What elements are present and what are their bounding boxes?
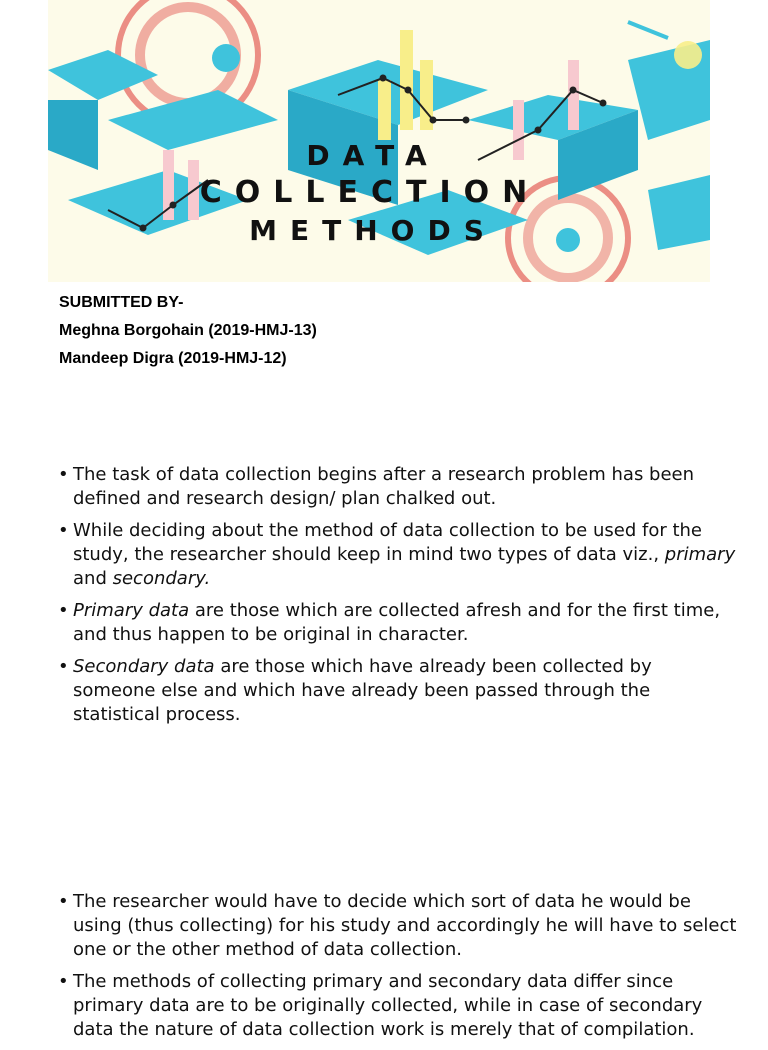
bar-pink-3 xyxy=(513,100,524,160)
bullet-dot: • xyxy=(58,520,69,541)
bullet-list-2 xyxy=(58,890,738,1050)
dot-top-left xyxy=(212,44,240,72)
term-secondary: secondary. xyxy=(112,568,211,589)
bullet-text: are those which are collected afresh and for the first time, and thus happen to be original in character. xyxy=(73,600,721,645)
term-primary: primary xyxy=(664,544,736,565)
bullet-text-and: and xyxy=(73,568,113,589)
bullet-item xyxy=(58,970,738,1042)
bullet-item xyxy=(58,519,738,591)
bar-yellow-1 xyxy=(400,30,413,130)
bullet-text: are those which have already been collected by someone else and which have already been passed through the statistical process. xyxy=(73,656,652,725)
bullet-dot: • xyxy=(58,891,69,912)
term-secondary-data: Secondary data xyxy=(73,656,215,677)
bar-yellow-3 xyxy=(378,80,391,140)
dot-bottom-right xyxy=(556,228,580,252)
submitted-heading: SUBMITTED BY- xyxy=(59,294,184,311)
author-2: Mandeep Digra (2019-HMJ-12) xyxy=(59,350,287,367)
submitted-by-block xyxy=(59,289,317,373)
bullet-dot: • xyxy=(58,600,69,621)
bullet-dot: • xyxy=(58,656,69,677)
title-line-1: DATA xyxy=(306,139,440,172)
term-primary-data: Primary data xyxy=(73,600,190,621)
bullet-text: The researcher would have to decide which sort of data he would be using (thus collecting) for his study and accordingly he will have to select one or the other method of data collection. xyxy=(73,891,737,960)
bullet-dot: • xyxy=(58,971,69,992)
banner-illustration xyxy=(48,0,710,282)
bullet-item xyxy=(58,890,738,962)
bullet-text: The methods of collecting primary and secondary data differ since primary data are to be originally collected, while in case of secondary data the nature of data collection work is merely that of compilation. xyxy=(73,971,703,1040)
author-1: Meghna Borgohain (2019-HMJ-13) xyxy=(59,322,317,339)
bullet-text: While deciding about the method of data collection to be used for the study, the researcher should keep in mind two types of data viz., xyxy=(73,520,702,565)
bullet-text: The task of data collection begins after a research problem has been defined and research design/ plan chalked out. xyxy=(73,464,695,509)
bullet-list-1 xyxy=(58,463,738,735)
bullet-item xyxy=(58,655,738,727)
bullet-dot: • xyxy=(58,464,69,485)
bullet-item xyxy=(58,463,738,511)
bullet-item xyxy=(58,599,738,647)
data-collection-illustration xyxy=(48,0,710,282)
dot-yellow xyxy=(674,41,702,69)
title-line-3: METHODS xyxy=(249,214,497,247)
title-line-2: COLLECTION xyxy=(199,175,541,210)
